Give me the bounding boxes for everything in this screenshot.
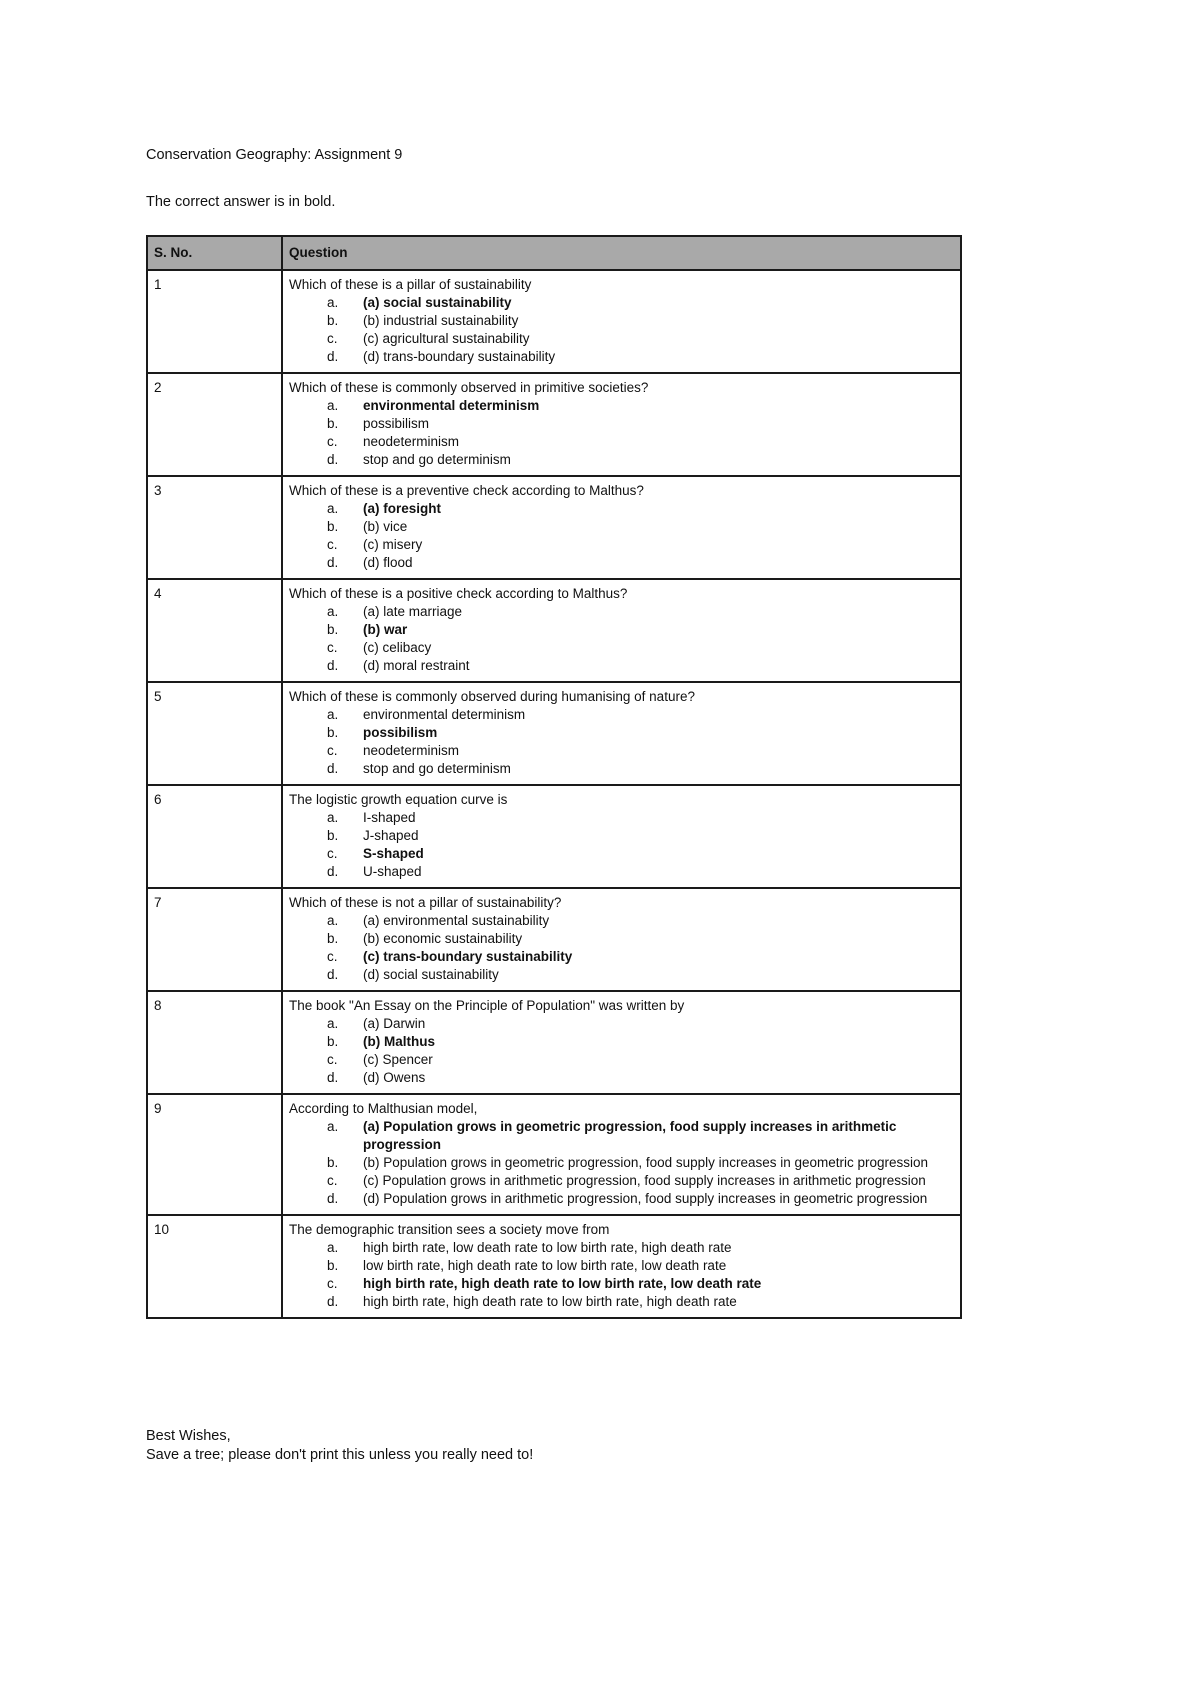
table-row — [147, 682, 961, 785]
question-text: Which of these is not a pillar of sustainability? — [289, 895, 562, 910]
option — [289, 330, 955, 348]
question-cell — [282, 579, 961, 682]
table-row — [147, 785, 961, 888]
option-letter: d. — [327, 555, 339, 570]
option-text: environmental determinism — [363, 398, 540, 413]
table-header-row — [147, 236, 961, 270]
option-text: stop and go determinism — [363, 761, 511, 776]
option — [289, 639, 955, 657]
document-title: Conservation Geography: Assignment 9 — [146, 147, 403, 163]
table-row — [147, 888, 961, 991]
option — [289, 1154, 955, 1172]
option-letter: b. — [327, 1258, 339, 1273]
option-text: J-shaped — [363, 828, 419, 843]
option-letter: c. — [327, 846, 338, 861]
question-cell — [282, 373, 961, 476]
question-text: Which of these is a preventive check according to Malthus? — [289, 483, 644, 498]
option-text: stop and go determinism — [363, 452, 511, 467]
option-text: possibilism — [363, 725, 438, 740]
question-table-body — [147, 270, 961, 1318]
option — [289, 742, 955, 760]
option-correct — [289, 500, 955, 518]
option-text: (b) economic sustainability — [363, 931, 523, 946]
option-letter: c. — [327, 331, 338, 346]
question-number: 7 — [147, 888, 282, 991]
option-text: (c) Spencer — [363, 1052, 433, 1067]
option-letter: d. — [327, 1294, 339, 1309]
question-number: 2 — [147, 373, 282, 476]
question-cell — [282, 1094, 961, 1215]
option-correct — [289, 724, 955, 742]
options-list — [289, 1118, 955, 1208]
option-letter: d. — [327, 1191, 339, 1206]
option-text: (d) social sustainability — [363, 967, 499, 982]
option-text: possibilism — [363, 416, 430, 431]
option-letter: c. — [327, 1173, 338, 1188]
header-serial-number: S. No. — [147, 236, 282, 270]
question-text: Which of these is commonly observed during humanising of nature? — [289, 689, 695, 704]
option-correct — [289, 1118, 955, 1154]
option — [289, 536, 955, 554]
question-cell — [282, 785, 961, 888]
option-letter: c. — [327, 640, 338, 655]
option-letter: b. — [327, 313, 339, 328]
option-text: high birth rate, high death rate to low birth rate, low death rate — [363, 1276, 762, 1291]
option-letter: b. — [327, 931, 339, 946]
question-number: 4 — [147, 579, 282, 682]
table-row — [147, 579, 961, 682]
option — [289, 912, 955, 930]
option-text: (d) moral restraint — [363, 658, 470, 673]
option-letter: c. — [327, 949, 338, 964]
options-list — [289, 706, 955, 778]
option-letter: d. — [327, 658, 339, 673]
option-text: (b) vice — [363, 519, 408, 534]
option-letter: b. — [327, 519, 339, 534]
option — [289, 1239, 955, 1257]
option-letter: b. — [327, 416, 339, 431]
option — [289, 827, 955, 845]
option — [289, 1172, 955, 1190]
options-list — [289, 1239, 955, 1311]
option-text: (a) Population grows in geometric progression, food supply increases in arithmetic progression — [363, 1119, 897, 1152]
option-correct — [289, 1033, 955, 1051]
option-letter: a. — [327, 604, 339, 619]
question-cell — [282, 682, 961, 785]
question-number: 3 — [147, 476, 282, 579]
option-letter: a. — [327, 398, 339, 413]
option-text: (a) social sustainability — [363, 295, 512, 310]
question-table — [146, 235, 962, 1319]
option — [289, 1051, 955, 1069]
option-text: low birth rate, high death rate to low birth rate, low death rate — [363, 1258, 727, 1273]
option-letter: d. — [327, 864, 339, 879]
option-correct — [289, 1275, 955, 1293]
option-letter: d. — [327, 349, 339, 364]
table-row — [147, 373, 961, 476]
option-letter: a. — [327, 1240, 339, 1255]
option-text: high birth rate, high death rate to low birth rate, high death rate — [363, 1294, 737, 1309]
table-row — [147, 1215, 961, 1318]
option-text: (b) Malthus — [363, 1034, 435, 1049]
option — [289, 930, 955, 948]
option-letter: c. — [327, 743, 338, 758]
option-text: (d) Owens — [363, 1070, 426, 1085]
options-list — [289, 397, 955, 469]
option-letter: d. — [327, 967, 339, 982]
option-text: (c) trans-boundary sustainability — [363, 949, 573, 964]
option-text: U-shaped — [363, 864, 422, 879]
option — [289, 760, 955, 778]
question-number: 5 — [147, 682, 282, 785]
option-correct — [289, 845, 955, 863]
options-list — [289, 1015, 955, 1087]
option — [289, 518, 955, 536]
question-text: Which of these is commonly observed in primitive societies? — [289, 380, 649, 395]
option-text: (b) industrial sustainability — [363, 313, 519, 328]
footer-signoff: Best Wishes, — [146, 1428, 231, 1444]
option-text: high birth rate, low death rate to low birth rate, high death rate — [363, 1240, 732, 1255]
question-number: 6 — [147, 785, 282, 888]
option — [289, 348, 955, 366]
option-correct — [289, 948, 955, 966]
table-row — [147, 1094, 961, 1215]
option-letter: d. — [327, 452, 339, 467]
option-text: (a) foresight — [363, 501, 442, 516]
option-text: neodeterminism — [363, 434, 460, 449]
option — [289, 863, 955, 881]
option-text: (d) trans-boundary sustainability — [363, 349, 556, 364]
option-letter: c. — [327, 434, 338, 449]
option-letter: a. — [327, 810, 339, 825]
options-list — [289, 603, 955, 675]
option-letter: a. — [327, 1119, 339, 1134]
option — [289, 1015, 955, 1033]
question-text: According to Malthusian model, — [289, 1101, 478, 1116]
document-page — [146, 146, 960, 1319]
option-letter: b. — [327, 622, 339, 637]
question-text: The book "An Essay on the Principle of Population" was written by — [289, 998, 685, 1013]
option — [289, 657, 955, 675]
option — [289, 554, 955, 572]
option-text: (d) flood — [363, 555, 413, 570]
question-cell — [282, 270, 961, 373]
question-text: The logistic growth equation curve is — [289, 792, 508, 807]
option — [289, 433, 955, 451]
option-correct — [289, 294, 955, 312]
option-letter: a. — [327, 1016, 339, 1031]
option-correct — [289, 397, 955, 415]
option-correct — [289, 621, 955, 639]
option-letter: b. — [327, 725, 339, 740]
question-cell — [282, 476, 961, 579]
option-letter: a. — [327, 707, 339, 722]
option-text: (c) Population grows in arithmetic progression, food supply increases in arithmetic progression — [363, 1173, 926, 1188]
question-number: 1 — [147, 270, 282, 373]
question-text: The demographic transition sees a society move from — [289, 1222, 610, 1237]
answer-key-note: The correct answer is in bold. — [146, 194, 336, 210]
option-letter: c. — [327, 537, 338, 552]
question-text: Which of these is a pillar of sustainability — [289, 277, 532, 292]
option-text: I-shaped — [363, 810, 416, 825]
question-cell — [282, 888, 961, 991]
option-letter: a. — [327, 913, 339, 928]
option-text: (a) late marriage — [363, 604, 463, 619]
option-text: (d) Population grows in arithmetic progression, food supply increases in geometric progression — [363, 1191, 928, 1206]
option-text: neodeterminism — [363, 743, 460, 758]
option — [289, 1293, 955, 1311]
table-row — [147, 270, 961, 373]
option — [289, 603, 955, 621]
option-text: (b) Population grows in geometric progression, food supply increases in geometric progression — [363, 1155, 929, 1170]
question-number: 8 — [147, 991, 282, 1094]
option — [289, 1257, 955, 1275]
options-list — [289, 809, 955, 881]
option-letter: c. — [327, 1276, 338, 1291]
option — [289, 706, 955, 724]
footer-note: Save a tree; please don't print this unless you really need to! — [146, 1447, 534, 1463]
header-question: Question — [282, 236, 961, 270]
option-letter: b. — [327, 828, 339, 843]
table-row — [147, 991, 961, 1094]
footer — [146, 1427, 533, 1465]
option-text: (a) environmental sustainability — [363, 913, 550, 928]
options-list — [289, 294, 955, 366]
option-letter: d. — [327, 761, 339, 776]
option-text: S-shaped — [363, 846, 424, 861]
option — [289, 966, 955, 984]
option-letter: a. — [327, 501, 339, 516]
options-list — [289, 500, 955, 572]
option — [289, 312, 955, 330]
option — [289, 1069, 955, 1087]
option-letter: b. — [327, 1034, 339, 1049]
question-number: 10 — [147, 1215, 282, 1318]
option-letter: d. — [327, 1070, 339, 1085]
question-text: Which of these is a positive check according to Malthus? — [289, 586, 628, 601]
option-text: (c) misery — [363, 537, 423, 552]
option-letter: b. — [327, 1155, 339, 1170]
question-cell — [282, 991, 961, 1094]
option — [289, 415, 955, 433]
table-row — [147, 476, 961, 579]
option-text: (b) war — [363, 622, 408, 637]
option-text: (c) agricultural sustainability — [363, 331, 530, 346]
option-text: (c) celibacy — [363, 640, 432, 655]
options-list — [289, 912, 955, 984]
question-cell — [282, 1215, 961, 1318]
question-number: 9 — [147, 1094, 282, 1215]
option-letter: a. — [327, 295, 339, 310]
option — [289, 809, 955, 827]
option-letter: c. — [327, 1052, 338, 1067]
option-text: (a) Darwin — [363, 1016, 426, 1031]
option — [289, 451, 955, 469]
option — [289, 1190, 955, 1208]
option-text: environmental determinism — [363, 707, 526, 722]
